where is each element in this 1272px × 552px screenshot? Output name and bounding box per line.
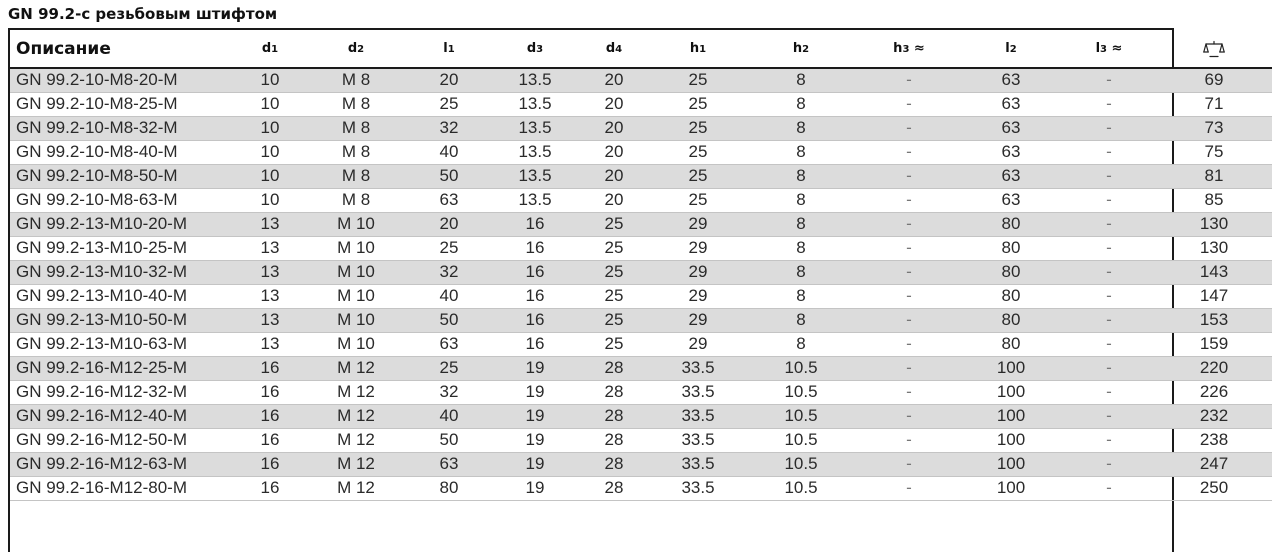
cell-l2: 100	[960, 428, 1062, 452]
cell-l2: 63	[960, 116, 1062, 140]
cell-l1: 32	[404, 116, 494, 140]
cell-l2: 63	[960, 164, 1062, 188]
column-header-h3: h3 ≈	[858, 30, 960, 68]
cell-h3: -	[858, 68, 960, 92]
cell-l3: -	[1062, 68, 1156, 92]
cell-weight: 81	[1156, 164, 1272, 188]
cell-h1: 25	[652, 164, 744, 188]
cell-h1: 33.5	[652, 356, 744, 380]
column-header-description: Описание	[10, 30, 232, 68]
cell-h3: -	[858, 428, 960, 452]
cell-description: GN 99.2-16-M12-32-M	[10, 380, 232, 404]
cell-weight: 153	[1156, 308, 1272, 332]
cell-d1: 13	[232, 236, 308, 260]
cell-l1: 50	[404, 428, 494, 452]
cell-l3: -	[1062, 116, 1156, 140]
cell-d2: M 12	[308, 428, 404, 452]
cell-h1: 25	[652, 188, 744, 212]
cell-d1: 13	[232, 332, 308, 356]
cell-d2: M 10	[308, 260, 404, 284]
cell-h3: -	[858, 308, 960, 332]
cell-d3: 19	[494, 476, 576, 500]
cell-h2: 8	[744, 68, 858, 92]
cell-h1: 25	[652, 68, 744, 92]
cell-d1: 10	[232, 164, 308, 188]
cell-d2: M 10	[308, 212, 404, 236]
cell-l3: -	[1062, 308, 1156, 332]
spec-table	[10, 30, 1272, 501]
cell-weight: 159	[1156, 332, 1272, 356]
cell-h3: -	[858, 188, 960, 212]
table-row	[10, 332, 1272, 356]
cell-h1: 29	[652, 332, 744, 356]
cell-d4: 28	[576, 428, 652, 452]
cell-d2: M 12	[308, 476, 404, 500]
column-header-d1: d1	[232, 30, 308, 68]
cell-l1: 63	[404, 332, 494, 356]
cell-l2: 100	[960, 356, 1062, 380]
cell-h2: 10.5	[744, 452, 858, 476]
cell-l2: 80	[960, 260, 1062, 284]
column-header-l1: l1	[404, 30, 494, 68]
cell-d4: 20	[576, 188, 652, 212]
cell-weight: 130	[1156, 212, 1272, 236]
table-row	[10, 212, 1272, 236]
cell-d3: 16	[494, 236, 576, 260]
table-row	[10, 236, 1272, 260]
cell-description: GN 99.2-10-M8-32-M	[10, 116, 232, 140]
cell-h3: -	[858, 236, 960, 260]
cell-l2: 63	[960, 68, 1062, 92]
cell-d2: M 12	[308, 380, 404, 404]
cell-d3: 19	[494, 428, 576, 452]
cell-l2: 80	[960, 332, 1062, 356]
table-body	[10, 68, 1272, 500]
cell-d2: M 10	[308, 236, 404, 260]
cell-h2: 10.5	[744, 428, 858, 452]
cell-d4: 25	[576, 332, 652, 356]
cell-d4: 28	[576, 476, 652, 500]
cell-d3: 16	[494, 308, 576, 332]
cell-d4: 25	[576, 284, 652, 308]
cell-l1: 25	[404, 236, 494, 260]
cell-h2: 8	[744, 332, 858, 356]
cell-h2: 8	[744, 164, 858, 188]
cell-h1: 29	[652, 260, 744, 284]
cell-h2: 8	[744, 212, 858, 236]
table-row	[10, 452, 1272, 476]
table-row	[10, 260, 1272, 284]
cell-weight: 73	[1156, 116, 1272, 140]
cell-l1: 40	[404, 140, 494, 164]
cell-l2: 100	[960, 476, 1062, 500]
cell-description: GN 99.2-13-M10-40-M	[10, 284, 232, 308]
cell-d3: 13.5	[494, 188, 576, 212]
cell-weight: 250	[1156, 476, 1272, 500]
cell-h2: 10.5	[744, 404, 858, 428]
cell-weight: 130	[1156, 236, 1272, 260]
cell-h2: 8	[744, 188, 858, 212]
spec-table-frame	[8, 28, 1229, 552]
cell-h3: -	[858, 260, 960, 284]
cell-l2: 63	[960, 92, 1062, 116]
table-row	[10, 380, 1272, 404]
cell-d3: 13.5	[494, 68, 576, 92]
cell-h2: 8	[744, 236, 858, 260]
cell-h2: 10.5	[744, 356, 858, 380]
cell-h3: -	[858, 356, 960, 380]
cell-d1: 16	[232, 476, 308, 500]
table-header-row	[10, 30, 1272, 68]
table-row	[10, 116, 1272, 140]
table-row	[10, 308, 1272, 332]
cell-h1: 29	[652, 308, 744, 332]
cell-weight: 85	[1156, 188, 1272, 212]
cell-d4: 20	[576, 68, 652, 92]
cell-l3: -	[1062, 188, 1156, 212]
cell-weight: 71	[1156, 92, 1272, 116]
column-header-d3: d3	[494, 30, 576, 68]
cell-weight: 147	[1156, 284, 1272, 308]
cell-l3: -	[1062, 452, 1156, 476]
table-row	[10, 428, 1272, 452]
cell-l2: 80	[960, 212, 1062, 236]
cell-d3: 16	[494, 332, 576, 356]
cell-l3: -	[1062, 236, 1156, 260]
cell-l2: 80	[960, 236, 1062, 260]
table-row	[10, 404, 1272, 428]
cell-description: GN 99.2-16-M12-25-M	[10, 356, 232, 380]
column-header-h2: h2	[744, 30, 858, 68]
column-header-d4: d4	[576, 30, 652, 68]
cell-h1: 33.5	[652, 428, 744, 452]
cell-weight: 247	[1156, 452, 1272, 476]
cell-d1: 16	[232, 380, 308, 404]
cell-l1: 40	[404, 404, 494, 428]
cell-l1: 25	[404, 356, 494, 380]
cell-d2: M 12	[308, 452, 404, 476]
cell-d4: 25	[576, 212, 652, 236]
cell-l3: -	[1062, 428, 1156, 452]
cell-h1: 25	[652, 116, 744, 140]
cell-description: GN 99.2-13-M10-25-M	[10, 236, 232, 260]
table-row	[10, 68, 1272, 92]
cell-d2: M 10	[308, 284, 404, 308]
cell-d1: 13	[232, 308, 308, 332]
column-header-l2: l2	[960, 30, 1062, 68]
cell-d1: 16	[232, 452, 308, 476]
cell-d4: 28	[576, 356, 652, 380]
cell-description: GN 99.2-13-M10-63-M	[10, 332, 232, 356]
cell-h3: -	[858, 140, 960, 164]
cell-l1: 50	[404, 164, 494, 188]
cell-d1: 10	[232, 188, 308, 212]
cell-l2: 100	[960, 404, 1062, 428]
cell-d1: 10	[232, 140, 308, 164]
cell-l2: 63	[960, 140, 1062, 164]
cell-d2: M 8	[308, 92, 404, 116]
cell-d3: 16	[494, 212, 576, 236]
cell-l2: 80	[960, 284, 1062, 308]
cell-d4: 25	[576, 236, 652, 260]
cell-h3: -	[858, 452, 960, 476]
cell-description: GN 99.2-16-M12-40-M	[10, 404, 232, 428]
cell-d4: 28	[576, 380, 652, 404]
column-header-h1: h1	[652, 30, 744, 68]
cell-h1: 29	[652, 212, 744, 236]
cell-d3: 13.5	[494, 92, 576, 116]
cell-h2: 8	[744, 284, 858, 308]
cell-l1: 80	[404, 476, 494, 500]
cell-l1: 20	[404, 212, 494, 236]
cell-l3: -	[1062, 92, 1156, 116]
cell-weight: 226	[1156, 380, 1272, 404]
cell-l3: -	[1062, 404, 1156, 428]
cell-d2: M 12	[308, 404, 404, 428]
cell-l1: 40	[404, 284, 494, 308]
cell-d4: 20	[576, 164, 652, 188]
cell-l2: 100	[960, 452, 1062, 476]
cell-h2: 8	[744, 260, 858, 284]
cell-description: GN 99.2-10-M8-50-M	[10, 164, 232, 188]
cell-h1: 33.5	[652, 404, 744, 428]
cell-l1: 32	[404, 380, 494, 404]
cell-description: GN 99.2-13-M10-32-M	[10, 260, 232, 284]
cell-d4: 20	[576, 140, 652, 164]
cell-h1: 29	[652, 284, 744, 308]
cell-h2: 10.5	[744, 380, 858, 404]
cell-description: GN 99.2-16-M12-63-M	[10, 452, 232, 476]
table-row	[10, 476, 1272, 500]
cell-d1: 10	[232, 68, 308, 92]
cell-l2: 100	[960, 380, 1062, 404]
cell-l1: 20	[404, 68, 494, 92]
cell-d3: 13.5	[494, 140, 576, 164]
cell-description: GN 99.2-10-M8-20-M	[10, 68, 232, 92]
cell-l3: -	[1062, 356, 1156, 380]
cell-h2: 8	[744, 308, 858, 332]
cell-h2: 8	[744, 140, 858, 164]
cell-l3: -	[1062, 212, 1156, 236]
cell-h2: 10.5	[744, 476, 858, 500]
cell-description: GN 99.2-13-M10-20-M	[10, 212, 232, 236]
cell-l3: -	[1062, 140, 1156, 164]
cell-h3: -	[858, 92, 960, 116]
cell-d1: 16	[232, 356, 308, 380]
cell-h2: 8	[744, 116, 858, 140]
page-title: GN 99.2-с резьбовым штифтом	[8, 5, 278, 23]
cell-h1: 33.5	[652, 452, 744, 476]
table-row	[10, 188, 1272, 212]
cell-weight: 238	[1156, 428, 1272, 452]
cell-weight: 143	[1156, 260, 1272, 284]
cell-d1: 10	[232, 116, 308, 140]
cell-l3: -	[1062, 380, 1156, 404]
cell-weight: 232	[1156, 404, 1272, 428]
cell-h1: 33.5	[652, 380, 744, 404]
cell-l3: -	[1062, 260, 1156, 284]
cell-weight: 220	[1156, 356, 1272, 380]
cell-d4: 20	[576, 92, 652, 116]
cell-h3: -	[858, 212, 960, 236]
cell-d2: M 8	[308, 188, 404, 212]
cell-h3: -	[858, 164, 960, 188]
cell-l2: 80	[960, 308, 1062, 332]
cell-description: GN 99.2-13-M10-50-M	[10, 308, 232, 332]
cell-l1: 63	[404, 188, 494, 212]
cell-h1: 33.5	[652, 476, 744, 500]
cell-l3: -	[1062, 164, 1156, 188]
cell-d2: M 10	[308, 308, 404, 332]
cell-d3: 19	[494, 452, 576, 476]
cell-d4: 28	[576, 404, 652, 428]
cell-weight: 75	[1156, 140, 1272, 164]
cell-d4: 25	[576, 260, 652, 284]
cell-d2: M 8	[308, 164, 404, 188]
table-row	[10, 140, 1272, 164]
cell-h3: -	[858, 332, 960, 356]
cell-l1: 50	[404, 308, 494, 332]
cell-h1: 25	[652, 92, 744, 116]
cell-d1: 10	[232, 92, 308, 116]
cell-l1: 63	[404, 452, 494, 476]
cell-l2: 63	[960, 188, 1062, 212]
cell-d2: M 8	[308, 116, 404, 140]
table-row	[10, 284, 1272, 308]
cell-description: GN 99.2-16-M12-80-M	[10, 476, 232, 500]
table-row	[10, 92, 1272, 116]
cell-d1: 16	[232, 428, 308, 452]
cell-description: GN 99.2-10-M8-63-M	[10, 188, 232, 212]
cell-l3: -	[1062, 476, 1156, 500]
cell-l1: 32	[404, 260, 494, 284]
cell-description: GN 99.2-16-M12-50-M	[10, 428, 232, 452]
cell-d3: 19	[494, 356, 576, 380]
cell-d3: 13.5	[494, 164, 576, 188]
cell-h3: -	[858, 284, 960, 308]
cell-d2: M 8	[308, 140, 404, 164]
cell-d1: 13	[232, 260, 308, 284]
cell-h3: -	[858, 116, 960, 140]
cell-d3: 16	[494, 260, 576, 284]
cell-d3: 19	[494, 404, 576, 428]
cell-d2: M 12	[308, 356, 404, 380]
cell-weight: 69	[1156, 68, 1272, 92]
cell-d1: 13	[232, 284, 308, 308]
table-row	[10, 164, 1272, 188]
cell-d2: M 8	[308, 68, 404, 92]
column-header-weight	[1156, 30, 1272, 68]
cell-description: GN 99.2-10-M8-40-M	[10, 140, 232, 164]
cell-d4: 20	[576, 116, 652, 140]
scale-icon	[1203, 40, 1225, 58]
column-header-l3: l3 ≈	[1062, 30, 1156, 68]
cell-description: GN 99.2-10-M8-25-M	[10, 92, 232, 116]
cell-d3: 19	[494, 380, 576, 404]
cell-d4: 28	[576, 452, 652, 476]
cell-d4: 25	[576, 308, 652, 332]
cell-d3: 16	[494, 284, 576, 308]
cell-l3: -	[1062, 284, 1156, 308]
column-header-d2: d2	[308, 30, 404, 68]
cell-h3: -	[858, 404, 960, 428]
cell-d2: M 10	[308, 332, 404, 356]
cell-d1: 16	[232, 404, 308, 428]
cell-h1: 29	[652, 236, 744, 260]
cell-l1: 25	[404, 92, 494, 116]
table-row	[10, 356, 1272, 380]
cell-l3: -	[1062, 332, 1156, 356]
cell-h3: -	[858, 380, 960, 404]
cell-h3: -	[858, 476, 960, 500]
cell-d1: 13	[232, 212, 308, 236]
cell-h1: 25	[652, 140, 744, 164]
cell-d3: 13.5	[494, 116, 576, 140]
cell-h2: 8	[744, 92, 858, 116]
